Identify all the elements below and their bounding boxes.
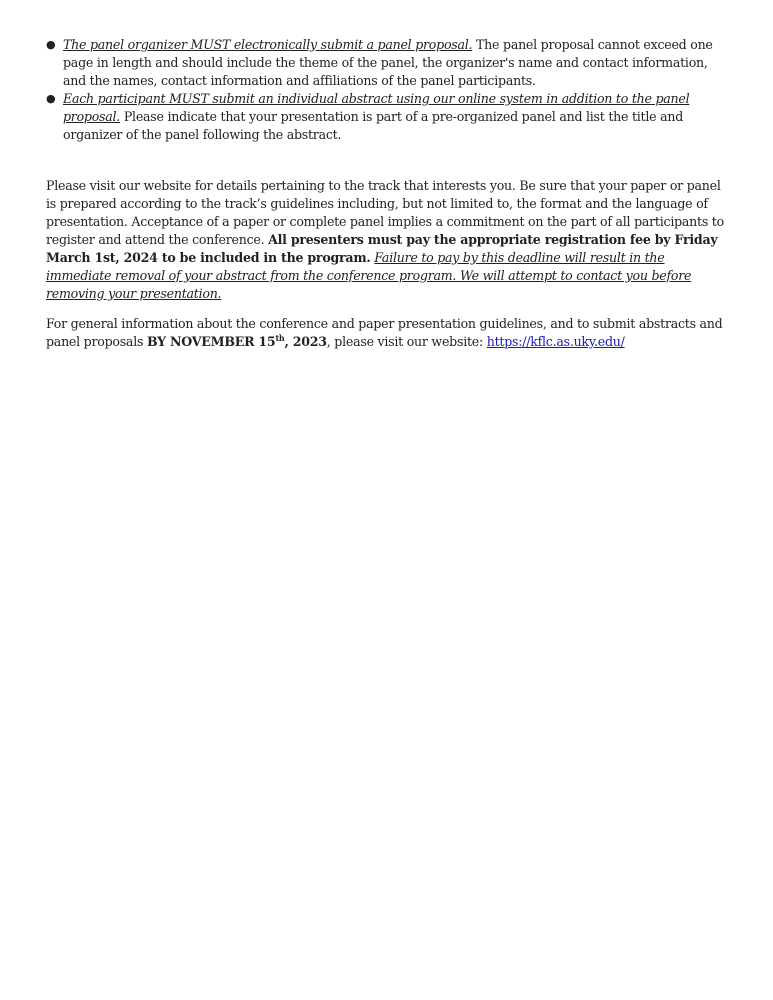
spacer (46, 303, 730, 315)
removal-warning-text: Failure to pay by this deadline will result in the immediate removal of your abstract from the conference program. We will attempt to contact you before removing your presentation. (46, 250, 692, 301)
general-info-text: For general information about the conference and paper presentation guidelines, and to submit abstracts and panel proposals (46, 316, 723, 349)
bullet-body-text: Please indicate that your presentation is part of a pre-organized panel and list the title and organizer of the panel following the abstract. (63, 109, 684, 142)
general-info-tail-text: , please visit our website: (326, 334, 487, 349)
spacer (46, 144, 730, 177)
submission-deadline (147, 334, 327, 349)
deadline-ordinal: th (275, 332, 285, 343)
bullet-emphasis-text: Each participant MUST submit an individual abstract using our online system in addition to the panel proposal. (63, 91, 690, 124)
track-guidelines-text: Please visit our website for details pertaining to the track that interests you. Be sure that your paper or panel is prepared according to the track’s guidelines including, but not limited to, the format and the language of presentation. Acceptance of a paper or complete panel implies a commitment on the part of all participants to register and attend the conference. (46, 178, 724, 247)
website-link[interactable]: https://kflc.as.uky.edu/ (486, 334, 625, 349)
bullet-marker: ● (46, 38, 56, 51)
bullet-body-text: The panel proposal cannot exceed one page in length and should include the theme of the panel, the organizer's name and contact information, and the names, contact information and affiliations of the panel participants. (63, 37, 713, 88)
general-info-paragraph (46, 315, 730, 351)
bullet-individual-abstract (46, 90, 730, 144)
registration-fee-notice: All presenters must pay the appropriate registration fee by Friday March 1st, 2024 to be included in the program. (46, 232, 718, 265)
bullet-marker: ● (46, 92, 56, 105)
bullet-panel-proposal (46, 36, 730, 90)
document-page (46, 36, 730, 351)
deadline-year: , 2023 (284, 334, 327, 349)
deadline-text: BY NOVEMBER 15 (146, 334, 276, 349)
bullet-emphasis-text: The panel organizer MUST electronically submit a panel proposal. (63, 37, 473, 52)
track-guidelines-paragraph (46, 177, 730, 303)
